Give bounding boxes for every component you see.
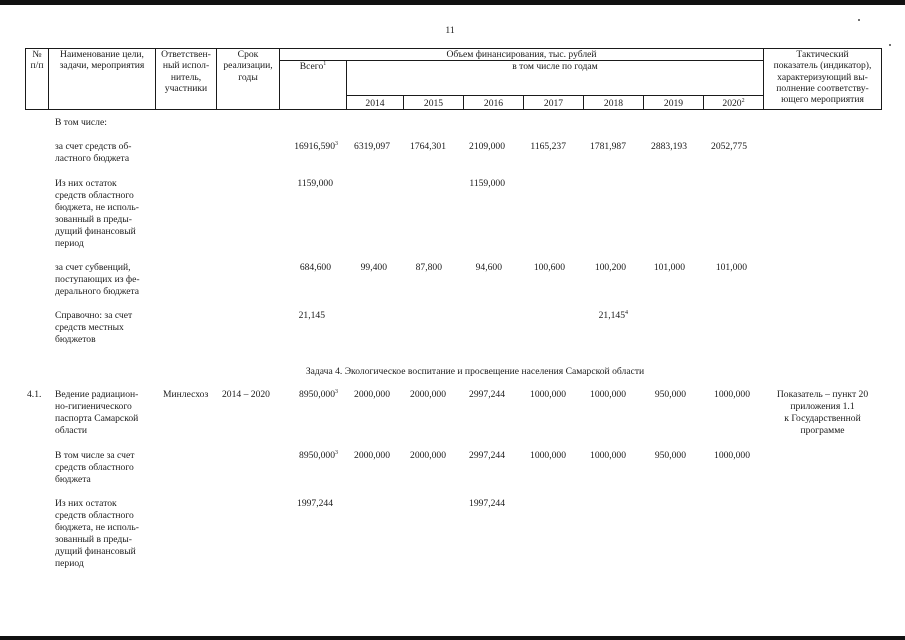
header-year: 2014 bbox=[347, 95, 404, 109]
cell-2019: 950,000 bbox=[654, 389, 686, 400]
cell-2020: 1000,000 bbox=[714, 389, 750, 400]
cell-2017: 1000,000 bbox=[530, 450, 566, 461]
row-label: за счет средств об- ластного бюджета bbox=[55, 141, 132, 164]
cell-2014: 2000,000 bbox=[354, 450, 390, 461]
cell-2017: 1000,000 bbox=[530, 389, 566, 400]
row-label: В том числе: bbox=[55, 117, 107, 128]
cell-2019: 950,000 bbox=[654, 450, 686, 461]
cell-2016: 2997,244 bbox=[469, 389, 505, 400]
cell-2016: 2997,244 bbox=[469, 450, 505, 461]
cell-2018: 1781,987 bbox=[590, 141, 626, 152]
cell-2015: 2000,000 bbox=[410, 389, 446, 400]
cell-2017: 1165,237 bbox=[530, 141, 566, 152]
cell-2019: 2883,193 bbox=[651, 141, 687, 152]
cell-total: 8950,000$^3$ bbox=[299, 450, 338, 461]
cell-indicator: Показатель – пункт 20 приложения 1.1 к Государственной программе bbox=[776, 389, 869, 436]
cell-2020: 1000,000 bbox=[714, 450, 750, 461]
cell-2016: 94,600 bbox=[475, 262, 502, 273]
header-name: Наименование цели, задачи, мероприятия bbox=[49, 49, 156, 110]
cell-2015: 1764,301 bbox=[410, 141, 446, 152]
cell-2019: 101,000 bbox=[653, 262, 685, 273]
row-label: Справочно: за счет средств местных бюджетов bbox=[55, 310, 133, 345]
header-year: 2017 bbox=[524, 95, 584, 109]
header-responsible: Ответствен- ный испол- нитель, участники bbox=[156, 49, 217, 110]
header-year: 2019 bbox=[644, 95, 704, 109]
cell-2016: 2109,000 bbox=[469, 141, 505, 152]
cell-total: 684,600 bbox=[299, 262, 331, 273]
header-year: 2020$^2$ bbox=[704, 95, 764, 109]
page-number: 11 bbox=[445, 25, 455, 36]
header-num: № п/п bbox=[26, 49, 49, 110]
cell-2020: 101,000 bbox=[715, 262, 747, 273]
header-funding: Объем финансирования, тыс. рублей bbox=[280, 49, 764, 61]
cell-total: 16916,590$^3$ bbox=[294, 141, 338, 152]
table-header bbox=[25, 48, 882, 110]
header-year: 2018 bbox=[584, 95, 644, 109]
header-by-years: в том числе по годам bbox=[347, 61, 764, 95]
cell-2018: 1000,000 bbox=[590, 389, 626, 400]
scan-bottom-edge bbox=[0, 636, 905, 640]
cell-2018: 21,145$^4$ bbox=[598, 310, 628, 321]
header-term: Срок реализации, годы bbox=[217, 49, 280, 110]
scan-speck bbox=[858, 19, 860, 21]
cell-2015: 2000,000 bbox=[410, 450, 446, 461]
header-indicator: Тактический показатель (индикатор), характеризующий вы- полнение соответству- ющего мероприятия bbox=[764, 49, 882, 110]
row-label: Из них остаток средств областного бюджета, не исполь- зованный в преды- дущий финансовый период bbox=[55, 178, 139, 249]
cell-2014: 99,400 bbox=[360, 262, 387, 273]
cell-total: 1997,244 bbox=[297, 498, 333, 509]
header-year: 2016 bbox=[464, 95, 524, 109]
row-label: Ведение радиацион- но-гигиенического паспорта Самарской области bbox=[55, 389, 139, 436]
cell-2017: 100,600 bbox=[533, 262, 565, 273]
row-label: В том числе за счет средств областного бюджета bbox=[55, 450, 135, 485]
cell-2016: 1159,000 bbox=[469, 178, 505, 189]
cell-2016: 1997,244 bbox=[469, 498, 505, 509]
row-number: 4.1. bbox=[27, 389, 42, 400]
scan-top-edge bbox=[0, 0, 905, 5]
cell-2018: 100,200 bbox=[594, 262, 626, 273]
cell-2014: 6319,097 bbox=[354, 141, 390, 152]
scan-speck bbox=[889, 44, 891, 46]
cell-total: 1159,000 bbox=[297, 178, 333, 189]
row-label: за счет субвенций, поступающих из фе- дерального бюджета bbox=[55, 262, 140, 297]
section-heading: Задача 4. Экологическое воспитание и просвещение населения Самарской области bbox=[305, 366, 645, 377]
cell-responsible: Минлесхоз bbox=[163, 389, 209, 400]
cell-total: 8950,000$^3$ bbox=[299, 389, 338, 400]
cell-2014: 2000,000 bbox=[354, 389, 390, 400]
cell-2015: 87,800 bbox=[415, 262, 442, 273]
cell-total: 21,145 bbox=[298, 310, 325, 321]
cell-term: 2014 – 2020 bbox=[222, 389, 270, 400]
cell-2018: 1000,000 bbox=[590, 450, 626, 461]
row-label: Из них остаток средств областного бюджета, не исполь- зованный в преды- дущий финансовый период bbox=[55, 498, 139, 569]
header-year: 2015 bbox=[404, 95, 464, 109]
header-total: Всего$^1$ bbox=[280, 61, 347, 110]
cell-2020: 2052,775 bbox=[711, 141, 747, 152]
